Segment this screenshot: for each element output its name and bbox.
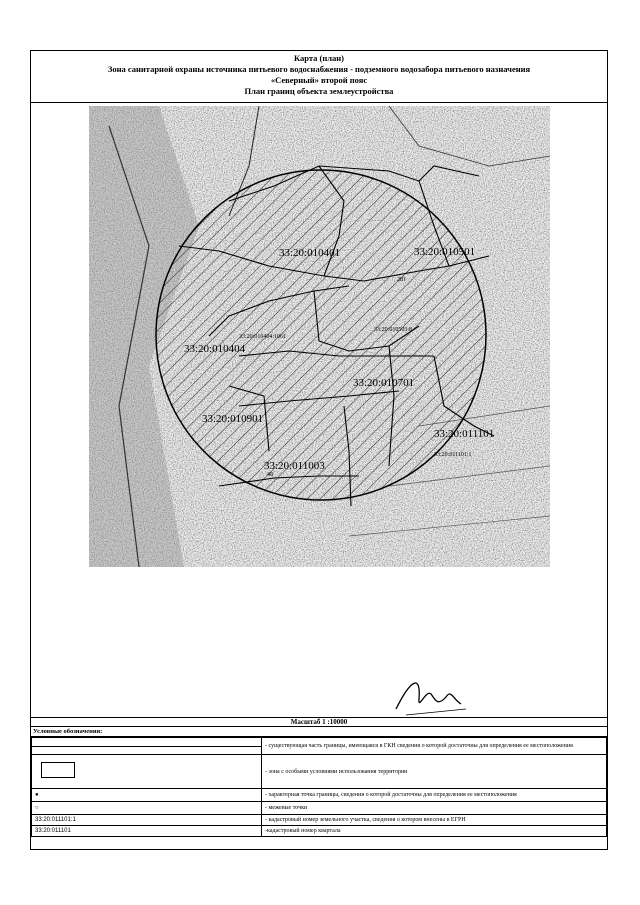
legend-row: [32, 802, 607, 815]
legend: [31, 726, 607, 837]
legend-symbol-zone-swatch: [32, 755, 262, 789]
label-48: 48: [267, 472, 273, 478]
legend-row: [32, 826, 607, 837]
legend-symbol-existing-boundary: [32, 738, 262, 755]
legend-text: - характерная точка границы, сведения о которой достаточны для определения ее местоположения: [262, 789, 607, 802]
legend-symbol-point: ●: [32, 789, 262, 802]
label-010503-8: 33:20:010503:8: [374, 327, 413, 333]
legend-text: - зона с особыми условиями использования территории: [262, 755, 607, 789]
legend-row: [32, 815, 607, 826]
header-plan-title: План границ объекта землеустройства: [244, 86, 394, 96]
label-281: 281: [397, 277, 406, 283]
legend-text: - существующая часть границы, имеющаяся в ГКН сведения о которой достаточны для определения ее местоположения: [262, 738, 607, 755]
legend-row: [32, 755, 607, 789]
label-010701: 33:20:010701: [353, 377, 415, 389]
legend-row: [32, 738, 607, 755]
label-010401: 33:20:010401: [279, 247, 341, 259]
map-header: [31, 51, 607, 103]
legend-text: -кадастровый номер квартала: [262, 826, 607, 837]
document-frame: [30, 50, 608, 850]
legend-title: Условные обозначения:: [31, 726, 607, 737]
legend-symbol-survey-point: ○: [32, 802, 262, 815]
legend-table: [31, 737, 607, 837]
sanitary-zone-circle: [156, 170, 486, 500]
header-zone-name: «Северный» второй пояс: [270, 75, 368, 85]
legend-symbol-quarter-number: 33:20:011101: [32, 826, 262, 837]
label-010901: 33:20:010901: [202, 413, 264, 425]
label-011101: 33:20:011101: [434, 428, 495, 440]
legend-text: - кадастровый номер земельного участка, сведения о котором внесены в ЕГРН: [262, 815, 607, 826]
legend-text: - межевые точки: [262, 802, 607, 815]
scale-label: Масштаб 1 :10000: [290, 718, 348, 726]
legend-row: [32, 789, 607, 802]
header-subtitle: Зона санитарной охраны источника питьевого водоснабжения - подземного водозабора питьевого назначения: [107, 64, 531, 74]
signature-mark: [391, 669, 471, 719]
header-title: Карта (план): [293, 53, 345, 63]
legend-symbol-parcel-number: 33:20:011101:1: [32, 815, 262, 826]
zone-swatch: [41, 762, 75, 778]
label-010404: 33:20:010404: [184, 343, 246, 355]
label-010404-1061: 33:20:010404:1061: [239, 334, 287, 340]
cadastral-map: [89, 106, 550, 567]
label-011101-1: 33:20:011101:1: [434, 452, 472, 458]
label-010501: 33:20:010501: [414, 246, 476, 258]
label-011003: 33:20:011003: [264, 460, 325, 472]
